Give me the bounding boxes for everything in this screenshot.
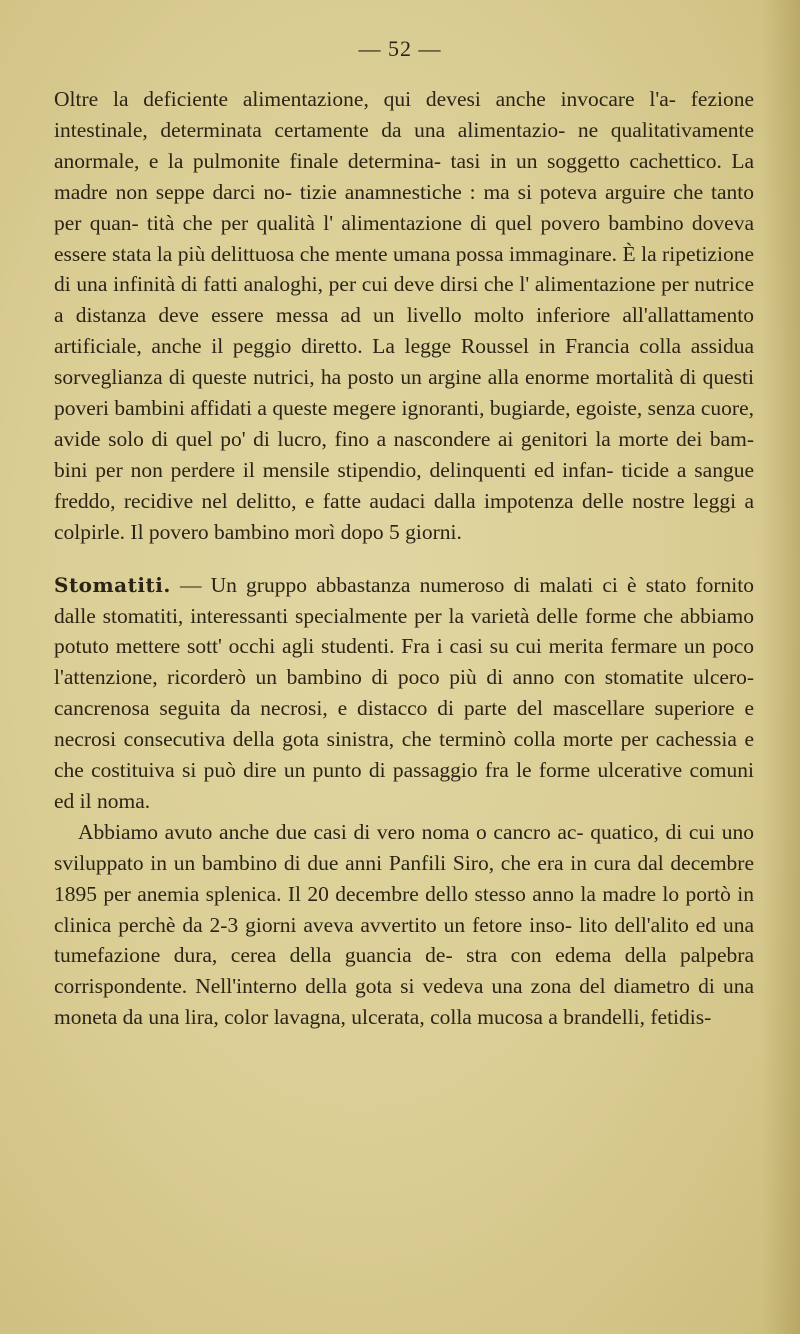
paragraph-stomatiti <box>54 570 754 817</box>
paragraph-noma: Abbiamo avuto anche due casi di vero noma o cancro ac- quatico, di cui uno sviluppato in un bambino di due anni Panfili Siro, che era in cura dal decembre 1895 per anemia splenica. Il 20 decembre dello stesso anno la madre lo portò in clinica perchè da 2-3 giorni aveva avvertito un fetore inso- lito dell'alito ed una tumefazione dura, cerea della guancia de- stra con edema della palpebra corrispondente. Nell'interno della gota si vedeva una zona del diametro di una moneta da una lira, color lavagna, ulcerata, colla mucosa a brandelli, fetidis- <box>54 819 754 1030</box>
paragraph-stomatiti-text: — Un gruppo abbastanza numeroso di malati ci è stato fornito dalle stomatiti, interessanti specialmente per la varietà delle forme che abbiamo potuto mettere sott' occhi agli studenti. Fra i casi su cui merita fermare un poco l'attenzione, ricorderò un bambino di poco più di anno con stomatite ulcero- cancrenosa seguita da necrosi, e distacco di parte del mascellare superiore e necrosi consecutiva della gota sinistra, che terminò colla morte per cachessia e che costituiva si può dire un punto di passaggio fra le forme ulcerative comuni ed il noma. <box>54 572 754 813</box>
page-edge-shadow <box>762 0 800 1334</box>
paragraph-gap <box>54 548 754 570</box>
paragraph-alimentazione: Oltre la deficiente alimentazione, qui devesi anche invocare l'a- fezione intestinale, determinata certamente da una alimentazio- ne qualitativamente anormale, e la pulmonite finale determina- tasi in un soggetto cachettico. La madre non seppe darci no- tizie anamnestiche : ma si poteva arguire che tanto per quan- tità che per qualità l' alimentazione di quel povero bambino doveva essere stata la più delittuosa che mente umana possa immaginare. È la ripetizione di una infinità di fatti analoghi, per cui deve dirsi che l' alimentazione per nutrice a distanza deve essere messa ad un livello molto inferiore all'allattamento artificiale, anche il peggio diretto. La legge Roussel in Francia colla assidua sorveglianza di queste nutrici, ha posto un argine alla enorme mortalità di questi poveri bambini affidati a queste megere ignoranti, bugiarde, egoiste, senza cuore, avide solo di quel po' di lucro, fino a nascondere ai genitori la morte dei bam- bini per non perdere il mensile stipendio, delinquenti ed infan- ticide a sangue freddo, recidive nel delitto, e fatte audaci dalla impotenza delle nostre leggi a colpirle. Il povero bambino morì dopo 5 giorni. <box>54 87 754 544</box>
page-number: — 52 — <box>358 36 442 61</box>
section-heading-stomatiti: Stomatiti. <box>54 572 171 597</box>
page-body <box>54 84 754 1033</box>
